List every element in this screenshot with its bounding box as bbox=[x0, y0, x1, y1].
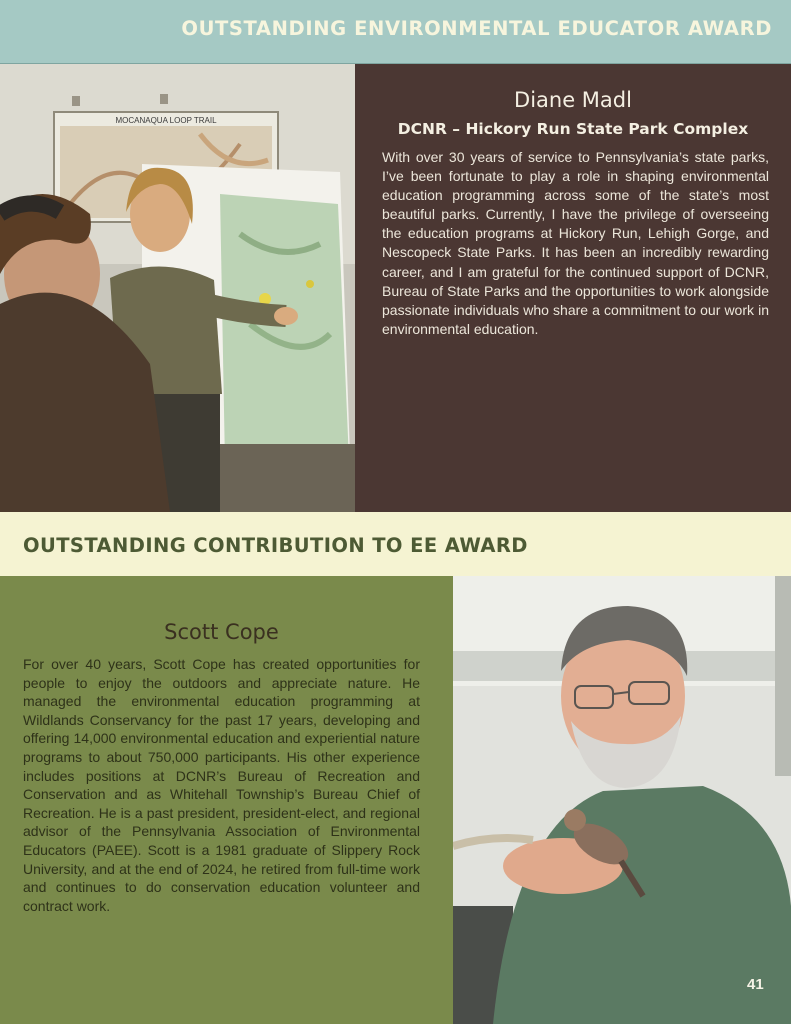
educator-name: Diane Madl bbox=[514, 88, 632, 112]
contributor-photo bbox=[453, 576, 791, 1024]
contributor-bio: For over 40 years, Scott Cope has created opportunities for people to enjoy the outdoors and appreciate nature. He managed the environmental education programming at Wildlands Conservancy for the past 17 years, developing and offering 14,000 environmental education and experiential nature programs to about 750,000 participants. His other experience includes positions at DCNR’s Bureau of Recreation and Conservation and as Whitehall Township’s Bureau Chief of Recreation. He is a past president, president-elect, and regional advisor of the Pennsylvania Association of Environmental Educators (PAEE). Scott is a 1981 graduate of Slippery Rock University, and at the end of 2024, he retired from full-time work and continues to do conservation education volunteer and contract work. bbox=[23, 656, 420, 914]
page-number: 41 bbox=[747, 976, 764, 993]
educator-photo-illustration bbox=[0, 64, 355, 512]
contribution-header-band bbox=[0, 512, 791, 576]
educator-organization: DCNR – Hickory Run State Park Complex bbox=[397, 120, 749, 138]
header-band bbox=[0, 0, 791, 64]
educator-panel bbox=[355, 64, 791, 512]
contributor-photo-illustration bbox=[453, 576, 791, 1024]
section-title-contribution: OUTSTANDING CONTRIBUTION TO EE AWARD bbox=[23, 534, 528, 557]
trail-sign-text: MOCANAQUA LOOP TRAIL bbox=[115, 116, 217, 125]
contributor-name: Scott Cope bbox=[164, 620, 279, 644]
section-title-educator: OUTSTANDING ENVIRONMENTAL EDUCATOR AWARD bbox=[181, 17, 772, 40]
educator-bio: With over 30 years of service to Pennsylvania’s state parks, I’ve been fortunate to play a role in shaping environmental education programming across some of the state’s most beautiful parks. Currently, I have the privilege of overseeing the education programs at Hickory Run, Lehigh Gorge, and Nescopeck State Parks. It has been an incredibly rewarding career, and I am grateful for the continued support of DCNR, Bureau of State Parks and the opportunities to work alongside passionate individuals who share a commitment to our work in environmental education. bbox=[382, 149, 769, 337]
educator-photo bbox=[0, 64, 355, 512]
contribution-panel bbox=[0, 576, 453, 1024]
